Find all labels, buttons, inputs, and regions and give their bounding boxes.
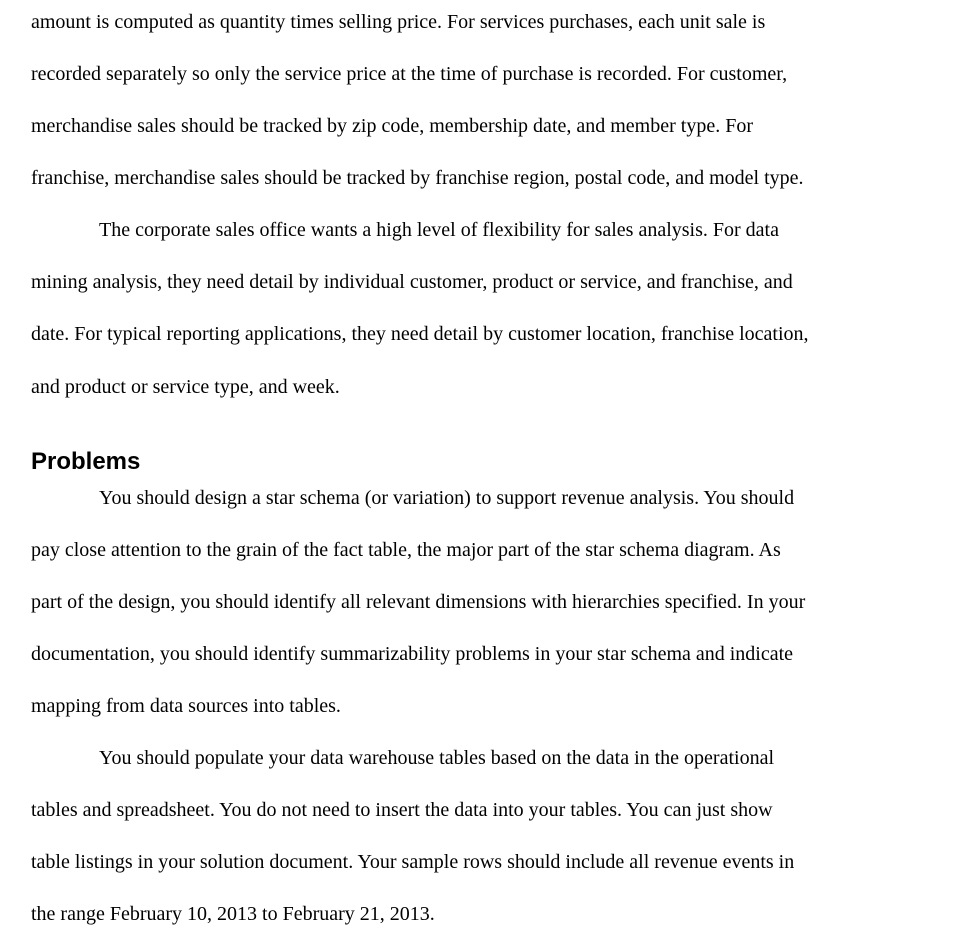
paragraph-line: tables and spreadsheet. You do not need to insert the data into your tables. You can just show (31, 799, 773, 821)
paragraph-line: recorded separately so only the service price at the time of purchase is recorded. For customer, (31, 63, 788, 85)
paragraph-line: documentation, you should identify summarizability problems in your star schema and indicate (31, 643, 794, 665)
paragraph-line: the range February 10, 2013 to February 21, 2013. (31, 903, 435, 925)
paragraph-line: mining analysis, they need detail by individual customer, product or service, and franchise, and (31, 271, 793, 293)
section-heading-problems: Problems (31, 448, 141, 475)
paragraph-line: mapping from data sources into tables. (31, 695, 341, 717)
paragraph-line: franchise, merchandise sales should be tracked by franchise region, postal code, and model type. (31, 167, 804, 189)
paragraph-line: merchandise sales should be tracked by zip code, membership date, and member type. For (31, 115, 753, 137)
paragraph-line: part of the design, you should identify all relevant dimensions with hierarchies specified. In your (31, 591, 806, 613)
paragraph-line: amount is computed as quantity times selling price. For services purchases, each unit sale is (31, 11, 766, 33)
paragraph-line: and product or service type, and week. (31, 376, 340, 398)
paragraph-line: You should design a star schema (or variation) to support revenue analysis. You should (99, 487, 795, 509)
paragraph-line: date. For typical reporting applications, they need detail by customer location, franchise location, (31, 323, 809, 345)
paragraph-line: pay close attention to the grain of the fact table, the major part of the star schema diagram. As (31, 539, 781, 561)
paragraph-line: You should populate your data warehouse tables based on the data in the operational (99, 747, 775, 769)
paragraph-line: The corporate sales office wants a high level of flexibility for sales analysis. For data (99, 219, 779, 241)
paragraph-line: table listings in your solution document. Your sample rows should include all revenue events in (31, 851, 795, 873)
